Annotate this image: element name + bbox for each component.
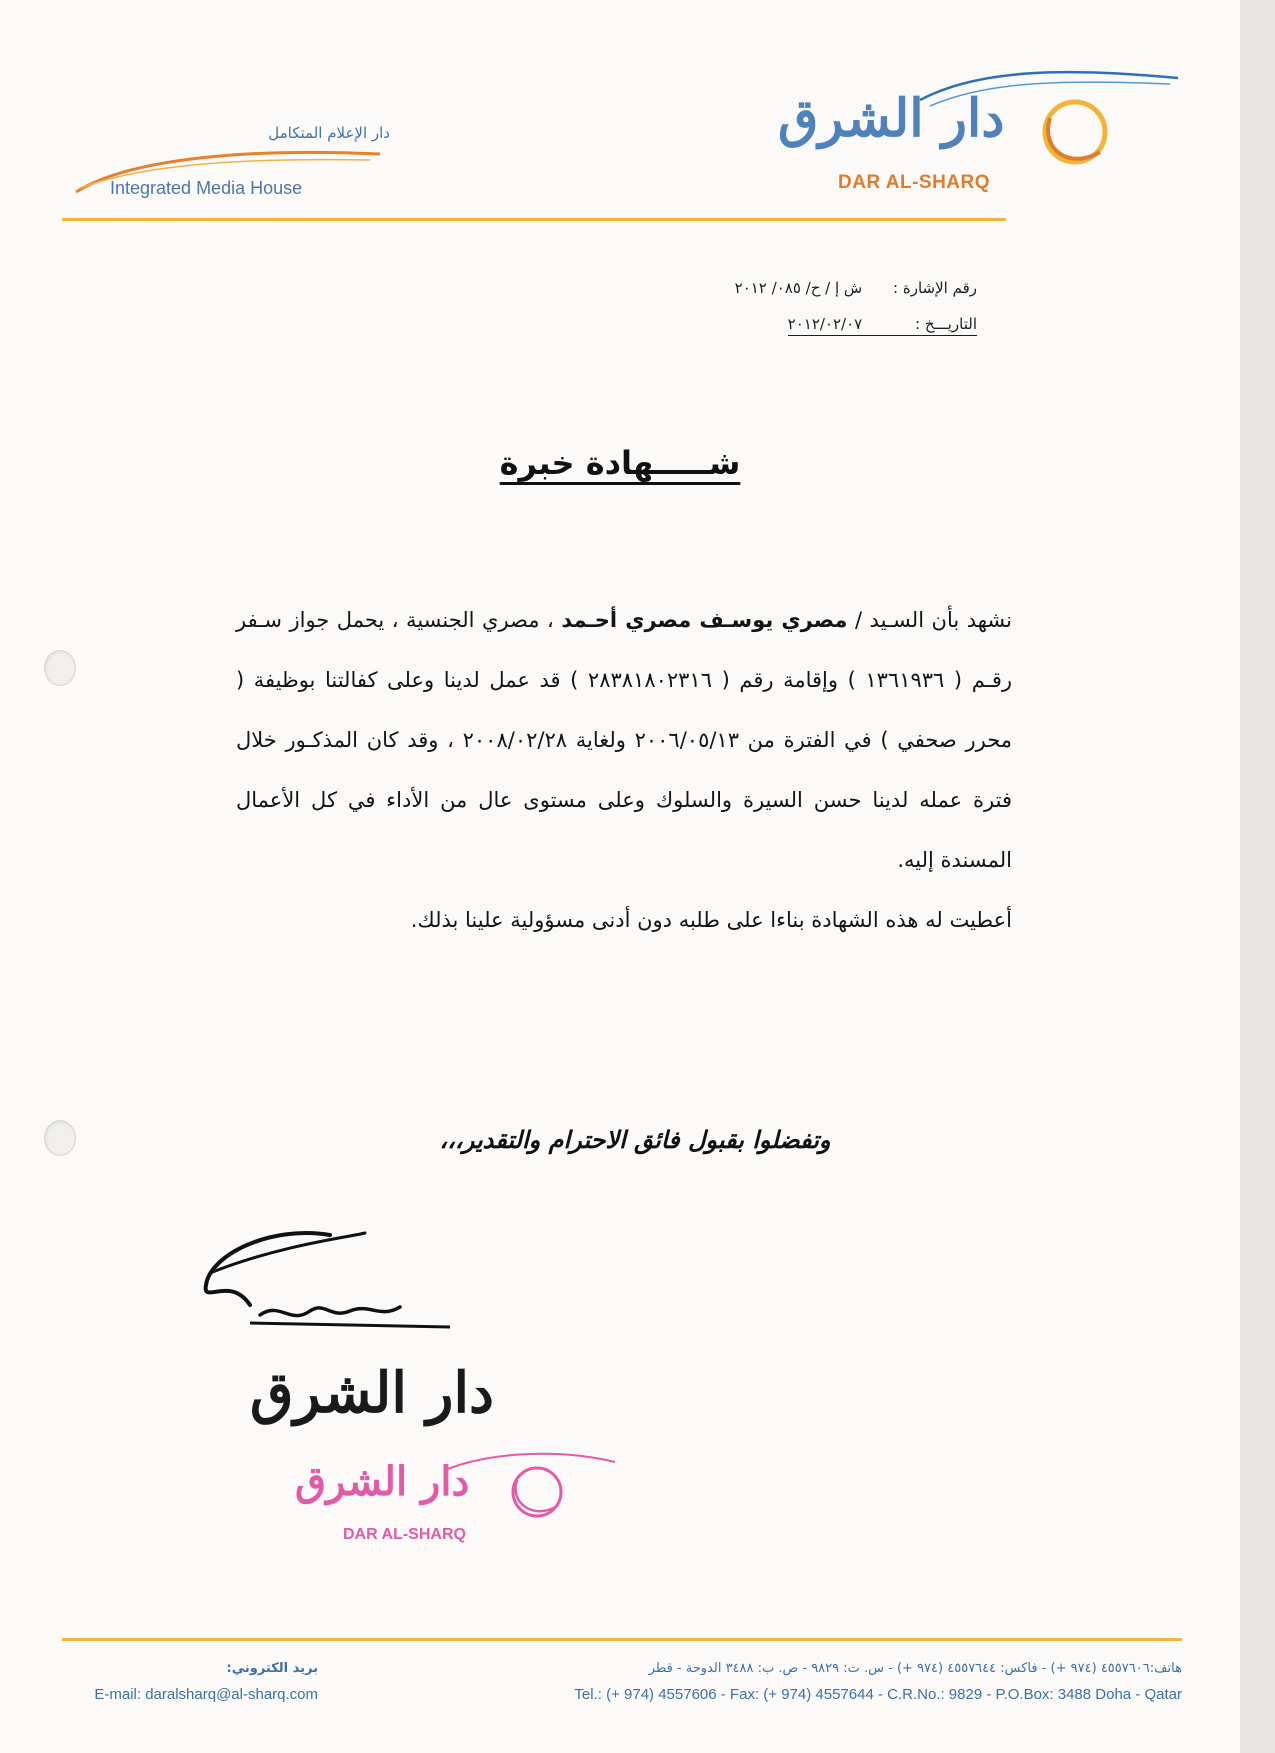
reference-block [735, 270, 977, 342]
signature-scribble-icon [190, 1215, 490, 1335]
contacts-arabic: هاتف:٤٥٥٧٦٠٦ (٩٧٤ +) - فاكس: ٤٥٥٧٦٤٤ (٩٧٤ +) - س. ت: ٩٨٢٩ - ص. ب: ٣٤٨٨ الدوحة - قطر [648, 1661, 1182, 1676]
header-divider [62, 218, 1006, 221]
email-address: E-mail: daralsharq@al-sharq.com [94, 1686, 318, 1703]
employee-name: مصري يوسـف مصري أحـمد [561, 608, 848, 632]
footer-contact-block [440, 1656, 1182, 1708]
ds-arabic-name: دار الشرق [778, 88, 1005, 149]
reference-number-row [735, 270, 977, 306]
date-row [735, 306, 977, 342]
body-paragraph-2: أعطيت له هذه الشهادة بناءا على طلبه دون أدنى مسؤولية علينا بذلك. [410, 908, 1012, 932]
company-stamp-pink [295, 1440, 625, 1560]
footer-email-block [58, 1656, 318, 1708]
imh-english-name: Integrated Media House [110, 178, 303, 198]
reference-value: ش إ / ح/ ٠٨٥/ ٢٠١٢ [734, 279, 863, 297]
date-label: التاريـــخ : [915, 315, 977, 333]
handwritten-signature [190, 1215, 490, 1335]
imh-arabic-name: دار الإعلام المتكامل [268, 124, 390, 142]
email-label: بريد الكتروني: [226, 1661, 318, 1676]
certificate-body [236, 590, 1012, 950]
footer-divider [62, 1638, 1182, 1641]
body-paragraph-1: نشهد بأن السـيد / مصري يوسـف مصري أحـمد ، مصري الجنسية ، يحمل جواز سـفر رقـم ( ١٣٦١٩٣٦ ) وإقامة رقم ( ٢٨٣٨١٨٠٢٣١٦ ) قد عمل لدينا وعلى كفالتنا بوظيفة ( محرر صحفي ) في الفترة من ٢٠٠٦/٠٥/١٣ ولغاية ٢٠٠٨/٠٢/٢٨ ، وقد كان المذكـور خلال فترة عمله لدينا حسن السيرة والسلوك وعلى مستوى عال من الأداء في كل الأعمال المسندة إليه. [236, 608, 1013, 872]
reference-label: رقم الإشارة : [893, 279, 977, 297]
pink-stamp-arabic: دار الشرق [295, 1458, 470, 1505]
certificate-title: شـــــهادة خبرة [499, 444, 741, 482]
dar-al-sharq-logo [770, 60, 1190, 210]
integrated-media-house-logo [70, 118, 390, 208]
date-value: ٢٠١٢/٠٢/٠٧ [787, 315, 863, 333]
scan-edge [1240, 0, 1275, 1753]
punch-hole [44, 650, 76, 686]
ds-english-name: DAR AL-SHARQ [838, 172, 991, 193]
contacts-english: Tel.: (+ 974) 4557606 - Fax: (+ 974) 4557644 - C.R.No.: 9829 - P.O.Box: 3488 Doha - Qatar [574, 1686, 1182, 1703]
pink-stamp-english: DAR AL-SHARQ [343, 1526, 466, 1543]
closing-greeting: وتفضلوا بقبول فائق الاحترام والتقدير،،، [439, 1125, 831, 1154]
company-stamp-black: دار الشرق [250, 1360, 494, 1426]
